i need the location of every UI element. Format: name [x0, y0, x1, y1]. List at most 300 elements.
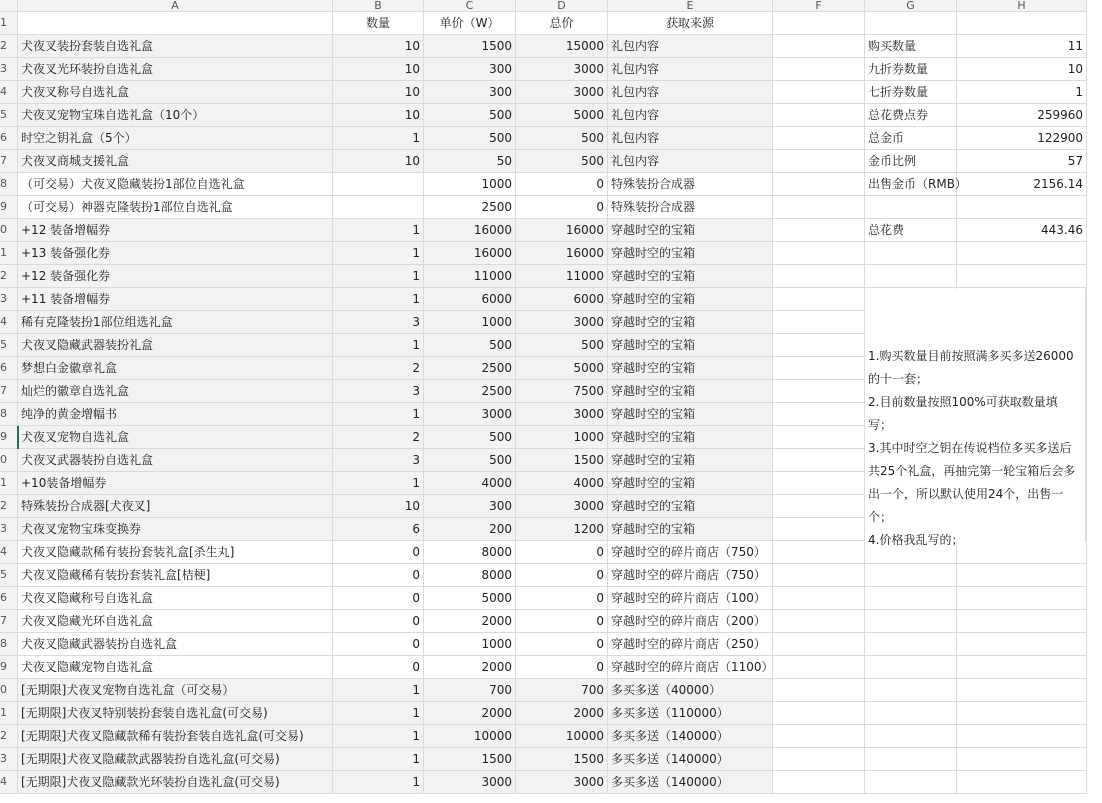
cell-f[interactable]: [773, 771, 865, 794]
note-line: 3.其中时空之钥在传说档位多买多送后共25个礼盒，再抽完第一轮宝箱后会多出一个，所以默认使用24个，出售一个；: [868, 441, 1076, 524]
cell-f[interactable]: [773, 725, 865, 748]
cell-quantity[interactable]: 0: [333, 541, 424, 564]
cell-quantity[interactable]: 1: [333, 242, 424, 265]
cell-item-name[interactable]: 梦想白金徽章礼盒: [18, 357, 333, 380]
row-number[interactable]: 6: [0, 127, 18, 150]
cell-source[interactable]: 特殊装扮合成器: [608, 173, 773, 196]
cell-f[interactable]: [773, 633, 865, 656]
cell-total-price[interactable]: 3000: [516, 403, 608, 426]
cell-source[interactable]: 礼包内容: [608, 35, 773, 58]
cell-quantity[interactable]: 1: [333, 725, 424, 748]
cell-f[interactable]: [773, 587, 865, 610]
cell-total-price[interactable]: 0: [516, 173, 608, 196]
cell-unit-price[interactable]: 6000: [424, 288, 516, 311]
cell-quantity[interactable]: 1: [333, 403, 424, 426]
cell-unit-price[interactable]: 3000: [424, 771, 516, 794]
cell-unit-price[interactable]: 1000: [424, 173, 516, 196]
cell-source[interactable]: 穿越时空的宝箱: [608, 242, 773, 265]
cell-total-price[interactable]: 16000: [516, 219, 608, 242]
row-number[interactable]: 0: [0, 679, 18, 702]
cell-f[interactable]: [773, 58, 865, 81]
row-number[interactable]: 5: [0, 334, 18, 357]
row-number[interactable]: 4: [0, 541, 18, 564]
cell-g[interactable]: [865, 656, 957, 679]
cell-unit-price[interactable]: 500: [424, 449, 516, 472]
cell-total-price[interactable]: 3000: [516, 81, 608, 104]
cell-summary-label[interactable]: [865, 196, 957, 219]
cell-source[interactable]: 穿越时空的宝箱: [608, 357, 773, 380]
cell-source[interactable]: 礼包内容: [608, 104, 773, 127]
cell-total-price[interactable]: 0: [516, 587, 608, 610]
cell-summary-label[interactable]: 购买数量: [865, 35, 957, 58]
cell-h[interactable]: [957, 242, 1087, 265]
cell-unit-price[interactable]: 8000: [424, 564, 516, 587]
cell-unit-price[interactable]: 200: [424, 518, 516, 541]
cell-g[interactable]: [865, 564, 957, 587]
cell-item-name[interactable]: 犬夜叉武器装扮自选礼盒: [18, 449, 333, 472]
cell-source[interactable]: 穿越时空的碎片商店（1100）: [608, 656, 773, 679]
row-number[interactable]: 7: [0, 610, 18, 633]
cell-quantity[interactable]: 10: [333, 150, 424, 173]
cell-g[interactable]: [865, 12, 957, 35]
row-number[interactable]: 1: [0, 242, 18, 265]
cell-summary-value[interactable]: 1: [957, 81, 1087, 104]
cell-item-name[interactable]: 犬夜叉宠物宝珠变换券: [18, 518, 333, 541]
cell-quantity[interactable]: 0: [333, 564, 424, 587]
cell-f[interactable]: [773, 403, 865, 426]
cell-f[interactable]: [773, 150, 865, 173]
cell-total-price[interactable]: 0: [516, 196, 608, 219]
cell-qty-header[interactable]: 数量: [333, 12, 424, 35]
cell-quantity[interactable]: 1: [333, 219, 424, 242]
cell-source[interactable]: 穿越时空的碎片商店（750）: [608, 541, 773, 564]
cell-h[interactable]: [957, 725, 1087, 748]
cell-source[interactable]: 穿越时空的宝箱: [608, 495, 773, 518]
row-number[interactable]: 3: [0, 288, 18, 311]
cell-f[interactable]: [773, 518, 865, 541]
row-number[interactable]: 4: [0, 311, 18, 334]
cell-item-name[interactable]: [无期限]犬夜叉特别装扮套装自选礼盒(可交易): [18, 702, 333, 725]
cell-quantity[interactable]: 0: [333, 633, 424, 656]
cell-f[interactable]: [773, 702, 865, 725]
cell-source[interactable]: 穿越时空的宝箱: [608, 265, 773, 288]
row-number[interactable]: 6: [0, 587, 18, 610]
cell-unit-price[interactable]: 1000: [424, 633, 516, 656]
cell-summary-label[interactable]: 金币比例: [865, 150, 957, 173]
cell-quantity[interactable]: 1: [333, 265, 424, 288]
cell-quantity[interactable]: 2: [333, 426, 424, 449]
cell-h[interactable]: [957, 702, 1087, 725]
cell-f[interactable]: [773, 35, 865, 58]
table-row: [0, 725, 1087, 748]
cell-total-price[interactable]: 1500: [516, 748, 608, 771]
cell-h[interactable]: [957, 771, 1087, 794]
row-number[interactable]: 7: [0, 150, 18, 173]
row-number[interactable]: 2: [0, 265, 18, 288]
cell-summary-value[interactable]: 122900: [957, 127, 1087, 150]
cell-source[interactable]: 穿越时空的宝箱: [608, 472, 773, 495]
row-number[interactable]: 0: [0, 449, 18, 472]
table-row: [0, 564, 1087, 587]
cell-source[interactable]: 礼包内容: [608, 127, 773, 150]
cell-g[interactable]: [865, 610, 957, 633]
cell-f[interactable]: [773, 610, 865, 633]
cell-total-price[interactable]: 0: [516, 633, 608, 656]
cell-item-name[interactable]: [无期限]犬夜叉隐藏款光环装扮自选礼盒(可交易): [18, 771, 333, 794]
cell-total-price[interactable]: 0: [516, 656, 608, 679]
cell-total-price[interactable]: 500: [516, 127, 608, 150]
cell-unit-price[interactable]: 11000: [424, 265, 516, 288]
cell-unit-header[interactable]: 单价（W）: [424, 12, 516, 35]
cell-total-price[interactable]: 2000: [516, 702, 608, 725]
cell-item-name[interactable]: 犬夜叉隐藏称号自选礼盒: [18, 587, 333, 610]
cell-item-name[interactable]: 灿烂的徽章自选礼盒: [18, 380, 333, 403]
cell-total-price[interactable]: 700: [516, 679, 608, 702]
cell-h[interactable]: [957, 587, 1087, 610]
column-header-b[interactable]: B: [333, 0, 424, 12]
cell-quantity[interactable]: 2: [333, 357, 424, 380]
cell-unit-price[interactable]: 500: [424, 426, 516, 449]
row-number[interactable]: 5: [0, 104, 18, 127]
cell-quantity[interactable]: 1: [333, 127, 424, 150]
cell-unit-price[interactable]: 700: [424, 679, 516, 702]
table-row: [0, 196, 1087, 219]
cell-f[interactable]: [773, 265, 865, 288]
cell-summary-label[interactable]: 九折券数量: [865, 58, 957, 81]
cell-total-price[interactable]: 7500: [516, 380, 608, 403]
row-number[interactable]: 0: [0, 219, 18, 242]
cell-quantity[interactable]: 0: [333, 587, 424, 610]
cell-summary-value[interactable]: 11: [957, 35, 1087, 58]
cell-f[interactable]: [773, 656, 865, 679]
cell-total-price[interactable]: 0: [516, 541, 608, 564]
cell-item-name[interactable]: 犬夜叉宠物自选礼盒: [18, 426, 333, 449]
row-number[interactable]: 1: [0, 12, 18, 35]
cell-h[interactable]: [957, 610, 1087, 633]
cell-total-price[interactable]: 3000: [516, 311, 608, 334]
row-number[interactable]: 4: [0, 771, 18, 794]
cell-quantity[interactable]: 1: [333, 472, 424, 495]
column-header-a[interactable]: A: [18, 0, 333, 12]
row-number[interactable]: 1: [0, 472, 18, 495]
cell-item-name[interactable]: 纯净的黄金增幅书: [18, 403, 333, 426]
cell-quantity[interactable]: 10: [333, 495, 424, 518]
cell-source[interactable]: 穿越时空的碎片商店（250）: [608, 633, 773, 656]
cell-source[interactable]: 多买多送（40000）: [608, 679, 773, 702]
cell-unit-price[interactable]: 500: [424, 334, 516, 357]
cell-f[interactable]: [773, 564, 865, 587]
cell-total-price[interactable]: 5000: [516, 357, 608, 380]
cell-quantity[interactable]: 3: [333, 449, 424, 472]
cell-f[interactable]: [773, 288, 865, 311]
column-header-d[interactable]: D: [516, 0, 608, 12]
cell-f[interactable]: [773, 173, 865, 196]
cell-item-name[interactable]: 稀有克隆装扮1部位组选礼盒: [18, 311, 333, 334]
cell-quantity[interactable]: 0: [333, 610, 424, 633]
cell-total-price[interactable]: 6000: [516, 288, 608, 311]
cell-f[interactable]: [773, 357, 865, 380]
cell-f[interactable]: [773, 380, 865, 403]
cell-g[interactable]: [865, 587, 957, 610]
cell-source[interactable]: 礼包内容: [608, 81, 773, 104]
row-number[interactable]: 9: [0, 426, 18, 449]
cell-item-name[interactable]: （可交易）神器克隆装扮1部位自选礼盒: [18, 196, 333, 219]
cell-quantity[interactable]: 1: [333, 679, 424, 702]
row-number[interactable]: 3: [0, 518, 18, 541]
cell-g[interactable]: [865, 702, 957, 725]
cell-quantity[interactable]: 3: [333, 311, 424, 334]
cell-f[interactable]: [773, 12, 865, 35]
cell-summary-value[interactable]: 443.46: [957, 219, 1087, 242]
column-header-row: [0, 0, 1087, 12]
cell-h[interactable]: [957, 564, 1087, 587]
cell-summary-value[interactable]: 10: [957, 58, 1087, 81]
cell-f[interactable]: [773, 495, 865, 518]
cell-item-name[interactable]: [无期限]犬夜叉宠物自选礼盒（可交易）: [18, 679, 333, 702]
cell-item-name[interactable]: +11 装备增幅券: [18, 288, 333, 311]
note-line: 1.购买数量目前按照满多买多送26000的十一套；: [868, 349, 1074, 386]
row-number[interactable]: 9: [0, 196, 18, 219]
cell-item-name[interactable]: +13 装备强化券: [18, 242, 333, 265]
cell-source[interactable]: 穿越时空的碎片商店（100）: [608, 587, 773, 610]
cell-quantity[interactable]: 1: [333, 748, 424, 771]
cell-summary-value[interactable]: [957, 196, 1087, 219]
cell-source[interactable]: 礼包内容: [608, 150, 773, 173]
cell-summary-label[interactable]: 出售金币（RMB）: [865, 173, 957, 196]
cell-item-name[interactable]: 犬夜叉商城支援礼盒: [18, 150, 333, 173]
cell-unit-price[interactable]: 300: [424, 58, 516, 81]
cell-summary-value[interactable]: 57: [957, 150, 1087, 173]
cell-source[interactable]: 穿越时空的宝箱: [608, 334, 773, 357]
cell-unit-price[interactable]: 16000: [424, 242, 516, 265]
cell-total-price[interactable]: 500: [516, 334, 608, 357]
cell-source[interactable]: 穿越时空的碎片商店（200）: [608, 610, 773, 633]
notes-cell[interactable]: [865, 289, 1086, 547]
cell-name-header[interactable]: [18, 12, 333, 35]
row-number[interactable]: 5: [0, 564, 18, 587]
cell-source[interactable]: 礼包内容: [608, 58, 773, 81]
cell-total-price[interactable]: 11000: [516, 265, 608, 288]
cell-g[interactable]: [865, 679, 957, 702]
cell-item-name[interactable]: 犬夜叉隐藏款稀有装扮套装礼盒[杀生丸]: [18, 541, 333, 564]
cell-source[interactable]: 穿越时空的宝箱: [608, 518, 773, 541]
cell-source[interactable]: 穿越时空的宝箱: [608, 449, 773, 472]
cell-source[interactable]: 穿越时空的宝箱: [608, 219, 773, 242]
cell-unit-price[interactable]: 2000: [424, 656, 516, 679]
cell-source[interactable]: 穿越时空的宝箱: [608, 311, 773, 334]
cell-f[interactable]: [773, 748, 865, 771]
cell-item-name[interactable]: 犬夜叉装扮套装自选礼盒: [18, 35, 333, 58]
column-header-h[interactable]: H: [957, 0, 1087, 12]
cell-unit-price[interactable]: 500: [424, 104, 516, 127]
cell-total-price[interactable]: 500: [516, 150, 608, 173]
cell-item-name[interactable]: 特殊装扮合成器[犬夜叉]: [18, 495, 333, 518]
cell-unit-price[interactable]: 1500: [424, 35, 516, 58]
cell-quantity[interactable]: 10: [333, 58, 424, 81]
cell-f[interactable]: [773, 81, 865, 104]
column-header-c[interactable]: C: [424, 0, 516, 12]
cell-h[interactable]: [957, 679, 1087, 702]
cell-f[interactable]: [773, 426, 865, 449]
cell-quantity[interactable]: 1: [333, 334, 424, 357]
cell-item-name[interactable]: [无期限]犬夜叉隐藏款稀有装扮套装自选礼盒(可交易): [18, 725, 333, 748]
cell-item-name[interactable]: +10装备增幅券: [18, 472, 333, 495]
cell-unit-price[interactable]: 2000: [424, 610, 516, 633]
cell-unit-price[interactable]: 8000: [424, 541, 516, 564]
cell-item-name[interactable]: +12 装备强化券: [18, 265, 333, 288]
row-number[interactable]: 2: [0, 725, 18, 748]
cell-f[interactable]: [773, 449, 865, 472]
cell-unit-price[interactable]: 300: [424, 81, 516, 104]
cell-item-name[interactable]: 犬夜叉隐藏宠物自选礼盒: [18, 656, 333, 679]
cell-quantity[interactable]: 3: [333, 380, 424, 403]
cell-summary-label[interactable]: 总花费: [865, 219, 957, 242]
cell-total-price[interactable]: 16000: [516, 242, 608, 265]
row-number[interactable]: 8: [0, 633, 18, 656]
cell-unit-price[interactable]: 2500: [424, 380, 516, 403]
cell-source[interactable]: 穿越时空的宝箱: [608, 426, 773, 449]
cell-total-price[interactable]: 0: [516, 610, 608, 633]
cell-unit-price[interactable]: 5000: [424, 587, 516, 610]
cell-quantity[interactable]: [333, 196, 424, 219]
cell-total-price[interactable]: 1500: [516, 449, 608, 472]
table-row: [0, 702, 1087, 725]
cell-unit-price[interactable]: 1500: [424, 748, 516, 771]
row-number[interactable]: 1: [0, 702, 18, 725]
cell-unit-price[interactable]: 2500: [424, 357, 516, 380]
cell-source[interactable]: 穿越时空的宝箱: [608, 403, 773, 426]
cell-summary-value[interactable]: 259960: [957, 104, 1087, 127]
cell-quantity[interactable]: 10: [333, 35, 424, 58]
cell-total-price[interactable]: 10000: [516, 725, 608, 748]
cell-source-header[interactable]: 获取来源: [608, 12, 773, 35]
cell-quantity[interactable]: 1: [333, 771, 424, 794]
cell-g[interactable]: [865, 265, 957, 288]
cell-quantity[interactable]: 10: [333, 81, 424, 104]
cell-total-header[interactable]: 总价: [516, 12, 608, 35]
cell-item-name[interactable]: 犬夜叉光环装扮自选礼盒: [18, 58, 333, 81]
cell-source[interactable]: 穿越时空的碎片商店（750）: [608, 564, 773, 587]
cell-f[interactable]: [773, 219, 865, 242]
cell-summary-label[interactable]: 总金币: [865, 127, 957, 150]
select-all-corner[interactable]: [0, 0, 18, 12]
cell-g[interactable]: [865, 242, 957, 265]
cell-f[interactable]: [773, 242, 865, 265]
cell-h[interactable]: [957, 12, 1087, 35]
cell-unit-price[interactable]: 16000: [424, 219, 516, 242]
cell-summary-label[interactable]: 总花费点券: [865, 104, 957, 127]
cell-g[interactable]: [865, 748, 957, 771]
cell-source[interactable]: 特殊装扮合成器: [608, 196, 773, 219]
cell-quantity[interactable]: 1: [333, 702, 424, 725]
cell-source[interactable]: 穿越时空的宝箱: [608, 380, 773, 403]
cell-item-name[interactable]: +12 装备增幅券: [18, 219, 333, 242]
column-header-e[interactable]: E: [608, 0, 773, 12]
cell-total-price[interactable]: 1000: [516, 426, 608, 449]
cell-g[interactable]: [865, 771, 957, 794]
table-row: [0, 587, 1087, 610]
cell-summary-label[interactable]: 七折券数量: [865, 81, 957, 104]
cell-unit-price[interactable]: 2000: [424, 702, 516, 725]
row-number[interactable]: 9: [0, 656, 18, 679]
cell-total-price[interactable]: 5000: [516, 104, 608, 127]
row-number[interactable]: 6: [0, 357, 18, 380]
cell-quantity[interactable]: [333, 173, 424, 196]
cell-total-price[interactable]: 3000: [516, 495, 608, 518]
cell-source[interactable]: 多买多送（140000）: [608, 725, 773, 748]
cell-item-name[interactable]: [无期限]犬夜叉隐藏款武器装扮自选礼盒(可交易): [18, 748, 333, 771]
column-header-f[interactable]: F: [773, 0, 865, 12]
cell-total-price[interactable]: 1200: [516, 518, 608, 541]
cell-unit-price[interactable]: 50: [424, 150, 516, 173]
cell-total-price[interactable]: 15000: [516, 35, 608, 58]
cell-unit-price[interactable]: 4000: [424, 472, 516, 495]
cell-item-name[interactable]: 犬夜叉称号自选礼盒: [18, 81, 333, 104]
cell-f[interactable]: [773, 196, 865, 219]
cell-unit-price[interactable]: 300: [424, 495, 516, 518]
cell-item-name[interactable]: （可交易）犬夜叉隐藏装扮1部位自选礼盒: [18, 173, 333, 196]
cell-item-name[interactable]: 犬夜叉隐藏光环自选礼盒: [18, 610, 333, 633]
cell-item-name[interactable]: 犬夜叉宠物宝珠自选礼盒（10个）: [18, 104, 333, 127]
cell-source[interactable]: 多买多送（140000）: [608, 748, 773, 771]
cell-f[interactable]: [773, 104, 865, 127]
row-number[interactable]: 4: [0, 81, 18, 104]
cell-f[interactable]: [773, 311, 865, 334]
row-number[interactable]: 3: [0, 58, 18, 81]
cell-total-price[interactable]: 3000: [516, 58, 608, 81]
cell-source[interactable]: 多买多送（110000）: [608, 702, 773, 725]
cell-quantity[interactable]: 1: [333, 288, 424, 311]
column-header-g[interactable]: G: [865, 0, 957, 12]
row-number[interactable]: 3: [0, 748, 18, 771]
cell-item-name[interactable]: 犬夜叉隐藏武器装扮礼盒: [18, 334, 333, 357]
cell-unit-price[interactable]: 2500: [424, 196, 516, 219]
cell-total-price[interactable]: 0: [516, 564, 608, 587]
cell-unit-price[interactable]: 1000: [424, 311, 516, 334]
row-number[interactable]: 7: [0, 380, 18, 403]
cell-item-name[interactable]: 犬夜叉隐藏稀有装扮套装礼盒[桔梗]: [18, 564, 333, 587]
cell-f[interactable]: [773, 472, 865, 495]
cell-summary-value[interactable]: 2156.14: [957, 173, 1087, 196]
cell-item-name[interactable]: 时空之钥礼盒（5个）: [18, 127, 333, 150]
cell-h[interactable]: [957, 748, 1087, 771]
cell-g[interactable]: [865, 725, 957, 748]
cell-total-price[interactable]: 4000: [516, 472, 608, 495]
cell-quantity[interactable]: 0: [333, 656, 424, 679]
row-number[interactable]: 8: [0, 403, 18, 426]
cell-source[interactable]: 穿越时空的宝箱: [608, 288, 773, 311]
cell-h[interactable]: [957, 633, 1087, 656]
row-number[interactable]: 8: [0, 173, 18, 196]
cell-unit-price[interactable]: 3000: [424, 403, 516, 426]
cell-source[interactable]: 多买多送（140000）: [608, 771, 773, 794]
cell-unit-price[interactable]: 10000: [424, 725, 516, 748]
cell-h[interactable]: [957, 265, 1087, 288]
row-number[interactable]: 2: [0, 35, 18, 58]
cell-unit-price[interactable]: 500: [424, 127, 516, 150]
cell-g[interactable]: [865, 633, 957, 656]
cell-f[interactable]: [773, 127, 865, 150]
cell-item-name[interactable]: 犬夜叉隐藏武器装扮自选礼盒: [18, 633, 333, 656]
row-number[interactable]: 2: [0, 495, 18, 518]
cell-quantity[interactable]: 10: [333, 104, 424, 127]
cell-f[interactable]: [773, 679, 865, 702]
cell-f[interactable]: [773, 541, 865, 564]
cell-total-price[interactable]: 3000: [516, 771, 608, 794]
cell-h[interactable]: [957, 656, 1087, 679]
cell-quantity[interactable]: 6: [333, 518, 424, 541]
cell-f[interactable]: [773, 334, 865, 357]
